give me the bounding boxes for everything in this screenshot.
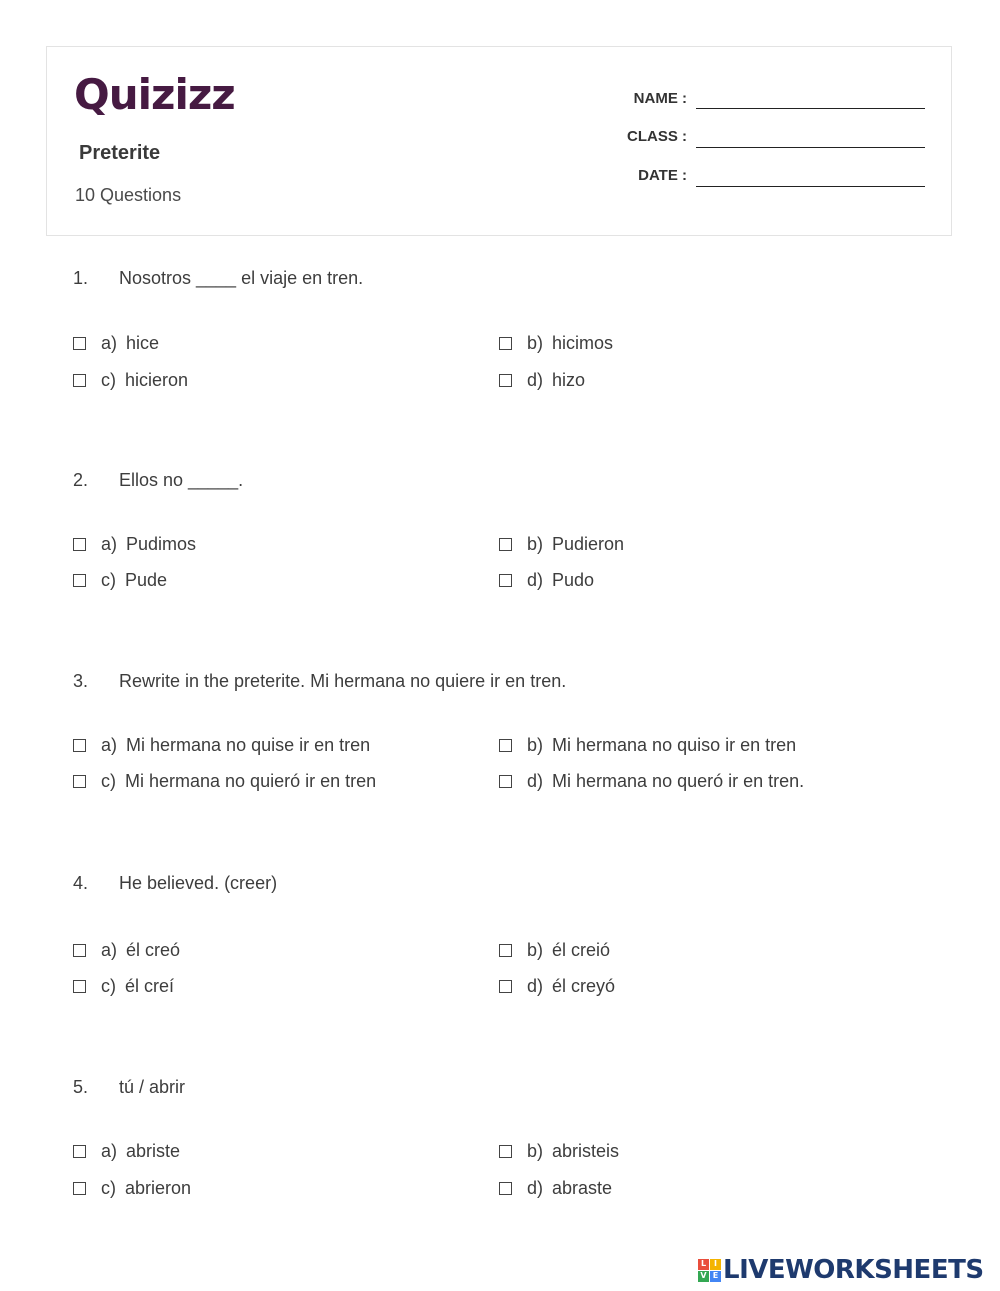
question-number: 5. — [73, 1077, 89, 1097]
option-d[interactable]: d) abraste — [499, 1177, 612, 1199]
checkbox[interactable] — [73, 337, 86, 350]
checkbox[interactable] — [499, 775, 512, 788]
checkbox[interactable] — [73, 374, 86, 387]
liveworksheets-logo[interactable] — [698, 1254, 984, 1286]
question-text: Ellos no _____. — [119, 470, 244, 490]
question-number: 3. — [73, 671, 89, 691]
name-field[interactable] — [696, 108, 925, 109]
class-field[interactable] — [696, 147, 925, 148]
quizizz-logo: Quizizz — [74, 70, 235, 119]
date-label: DATE : — [638, 167, 687, 184]
question-text: Rewrite in the preterite. Mi hermana no quiere ir en tren. — [119, 671, 567, 691]
checkbox[interactable] — [73, 538, 86, 551]
question-number: 2. — [73, 470, 89, 490]
liveworksheets-squares-icon: L I V E — [698, 1259, 721, 1282]
option-b[interactable]: b) abristeis — [499, 1140, 619, 1162]
option-d[interactable]: d) hizo — [499, 369, 585, 391]
checkbox[interactable] — [73, 739, 86, 752]
checkbox[interactable] — [499, 574, 512, 587]
question-text: tú / abrir — [119, 1077, 186, 1097]
question-text: He believed. (creer) — [119, 873, 278, 893]
option-c[interactable]: c) Mi hermana no quieró ir en tren — [73, 770, 376, 792]
option-c[interactable]: c) abrieron — [73, 1177, 191, 1199]
liveworksheets-wordmark: LIVEWORKSHEETS — [723, 1255, 984, 1285]
option-d[interactable]: d) Mi hermana no queró ir en tren. — [499, 770, 804, 792]
checkbox[interactable] — [499, 1145, 512, 1158]
option-a[interactable]: a) Mi hermana no quise ir en tren — [73, 734, 370, 756]
option-c[interactable]: c) él creí — [73, 975, 174, 997]
option-c[interactable]: c) Pude — [73, 569, 167, 591]
option-c[interactable]: c) hicieron — [73, 369, 188, 391]
question-count: 10 Questions — [75, 185, 182, 205]
checkbox[interactable] — [73, 944, 86, 957]
class-label: CLASS : — [627, 128, 687, 145]
checkbox[interactable] — [73, 1182, 86, 1195]
checkbox[interactable] — [499, 1182, 512, 1195]
option-a[interactable]: a) hice — [73, 332, 159, 354]
option-a[interactable]: a) él creó — [73, 939, 180, 961]
date-field[interactable] — [696, 186, 925, 187]
checkbox[interactable] — [73, 775, 86, 788]
checkbox[interactable] — [499, 944, 512, 957]
checkbox[interactable] — [499, 374, 512, 387]
option-b[interactable]: b) Mi hermana no quiso ir en tren — [499, 734, 796, 756]
worksheet-title: Preterite — [79, 142, 161, 164]
option-b[interactable]: b) él creió — [499, 939, 610, 961]
question-number: 1. — [73, 268, 89, 288]
option-a[interactable]: a) Pudimos — [73, 533, 196, 555]
option-b[interactable]: b) Pudieron — [499, 533, 624, 555]
name-label: NAME : — [633, 90, 687, 107]
checkbox[interactable] — [73, 980, 86, 993]
option-d[interactable]: d) él creyó — [499, 975, 615, 997]
checkbox[interactable] — [73, 1145, 86, 1158]
checkbox[interactable] — [499, 739, 512, 752]
option-b[interactable]: b) hicimos — [499, 332, 613, 354]
question-number: 4. — [73, 873, 89, 893]
checkbox[interactable] — [499, 337, 512, 350]
checkbox[interactable] — [73, 574, 86, 587]
option-d[interactable]: d) Pudo — [499, 569, 594, 591]
checkbox[interactable] — [499, 980, 512, 993]
question-text: Nosotros ____ el viaje en tren. — [119, 268, 364, 288]
checkbox[interactable] — [499, 538, 512, 551]
option-a[interactable]: a) abriste — [73, 1140, 180, 1162]
